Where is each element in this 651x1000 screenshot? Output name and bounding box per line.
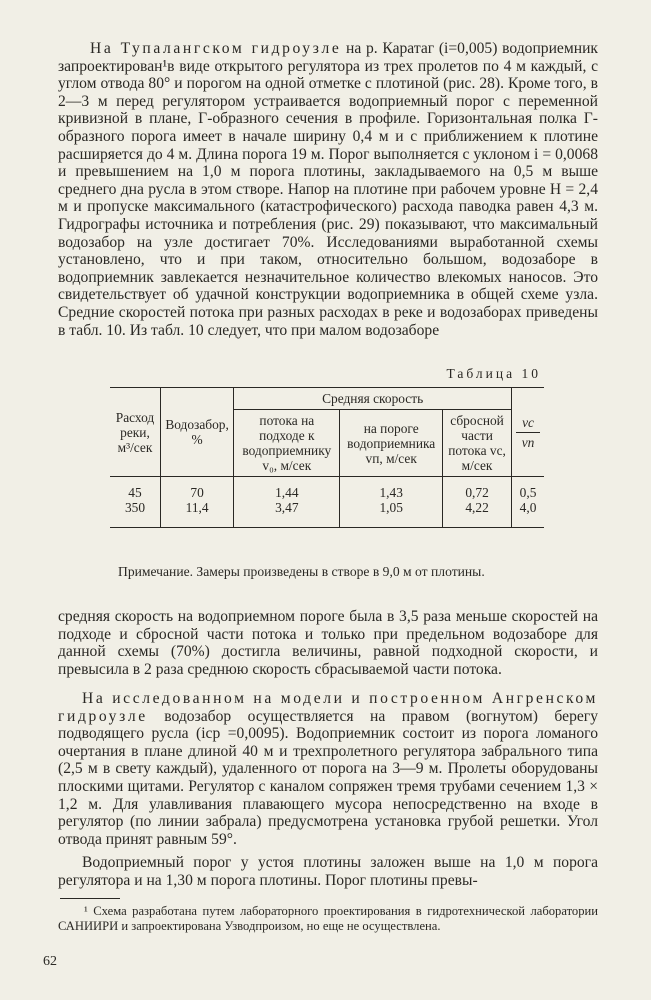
header-approach-velocity: потока на подходе к водоприемнику v₀, м/сек xyxy=(234,410,340,477)
paragraph-angren-text: водозабор осуществляется на правом (вогнутом) берегу подводящего русла (iср =0,0095). Водоприемник состоит из порога ломаного очертания в плане длиной 40 м и трехпролетного регулятора забрального типа (2,5 м в свету каждый), удаленного от порога на 3—9 м. Пролеты оборудованы плоскими щитами. Регулятор с каналом сопряжен тремя трубами сечением 1,3 × 1,2 м. Для улавливания плавающего мусора непосредственно на входе в регулятор (по линии забрала) предусмотрена установка грубой решетки. Угол отвода принят равным 59°. xyxy=(58,707,598,848)
paragraph-angren xyxy=(58,690,598,848)
paragraph-angren-lead: На исследованном на модели и построенном Ангренском гидроузле xyxy=(58,690,598,725)
footnote: ¹ Схема разработана путем лабораторного проектирования в гидротехнической лаборатории САНИИРИ и запроектирована Узводпроизом, но еще не осуществлена. xyxy=(58,904,598,933)
header-discharge: Расход реки, м³/сек xyxy=(110,388,160,477)
cell-approach xyxy=(234,477,340,528)
paragraph-threshold: Водоприемный порог у устоя плотины заложен выше на 1,0 м порога регулятора и на 1,30 м порога плотины. Порог плотины превы- xyxy=(58,854,598,889)
cell-ratio xyxy=(512,477,544,528)
header-ratio xyxy=(512,388,544,477)
paragraph-tupalang-lead: На Тупалангском гидроузле xyxy=(90,40,342,57)
paragraph-tupalang xyxy=(58,40,598,339)
ratio-numerator: vс xyxy=(516,415,540,433)
cell-value: 0,72 xyxy=(465,485,489,500)
cell-value: 0,5 xyxy=(519,485,537,500)
ratio-denominator: vп xyxy=(521,434,535,450)
cell-value: 4,22 xyxy=(465,500,489,515)
cell-value: 1,43 xyxy=(379,485,403,500)
cell-value: 70 xyxy=(190,485,204,500)
paragraph-conclusion: средняя скорость на водоприемном пороге была в 3,5 раза меньше скоростей на подходе и сбросной части потока и только при предельном водозаборе для данной схемы (70%) достигла величины, равной подходной скорости, и превысила в 2 раза среднюю скорость сбрасываемой части потока. xyxy=(58,608,598,678)
header-intake: Водозабор, % xyxy=(160,388,233,477)
velocity-table xyxy=(110,387,544,528)
cell-value: 11,4 xyxy=(185,500,209,515)
table-caption: Таблица 10 xyxy=(446,366,541,381)
paragraph-tupalang-text: на р. Каратаг (i=0,005) водоприемник запроектирован¹в виде открытого регулятора из трех пролетов по 4 м каждый, с углом отвода 80° и порогом на одной отметке с плотиной (рис. 28). Кроме того, в 2—3 м перед регулятором устраивается водоприемный порог с переменной кривизной в плане, Г-образного сечения в профиле. Горизонтальная полка Г-образного порога имеет в начале ширину 0,4 м и с приближением к плотине расширяется до 4 м. Длина порога 19 м. Порог выполняется с уклоном i = 0,0068 и превышением на 1,0 м порога плотины, закладываемого на 0,5 м выше среднего дна русла в этом створе. Напор на плотине при рабочем уровне H = 2,4 м и пропуске максимального (катастрофического) расхода паводка равен 4,3 м. Гидрографы источника и потребления (рис. 29) показывают, что максимальный водозабор на узле достигает 70%. Исследованиями выработанной схемы установлено, что и при таком, относительно большом, водозаборе в водоприемник завлекается незначительное количество влекомых наносов. Это свидетельствует об удачной конструкции водоприемника в общей схеме узла. Средние скоростей потока при разных расходах в реке и водозаборах приведены в табл. 10. Из табл. 10 следует, что при малом водозаборе xyxy=(58,40,598,339)
ratio-fraction xyxy=(516,415,540,450)
header-threshold-velocity: на пороге водоприемника vп, м/сек xyxy=(340,410,443,477)
cell-value: 45 xyxy=(128,485,142,500)
header-spillway-velocity: сбросной части потока vс, м/сек xyxy=(443,410,512,477)
cell-discharge xyxy=(110,477,160,528)
header-average-velocity: Средняя скорость xyxy=(234,388,512,410)
footnote-divider xyxy=(60,898,120,899)
cell-value: 4,0 xyxy=(519,500,537,515)
table-row xyxy=(110,477,544,528)
cell-value: 1,44 xyxy=(275,485,299,500)
cell-intake xyxy=(160,477,233,528)
page-number: 62 xyxy=(43,954,57,969)
table-note: Примечание. Замеры произведены в створе в 9,0 м от плотины. xyxy=(118,564,485,579)
cell-value: 3,47 xyxy=(275,500,299,515)
cell-threshold xyxy=(340,477,443,528)
cell-spillway xyxy=(443,477,512,528)
cell-value: 350 xyxy=(124,500,146,515)
cell-value: 1,05 xyxy=(379,500,403,515)
